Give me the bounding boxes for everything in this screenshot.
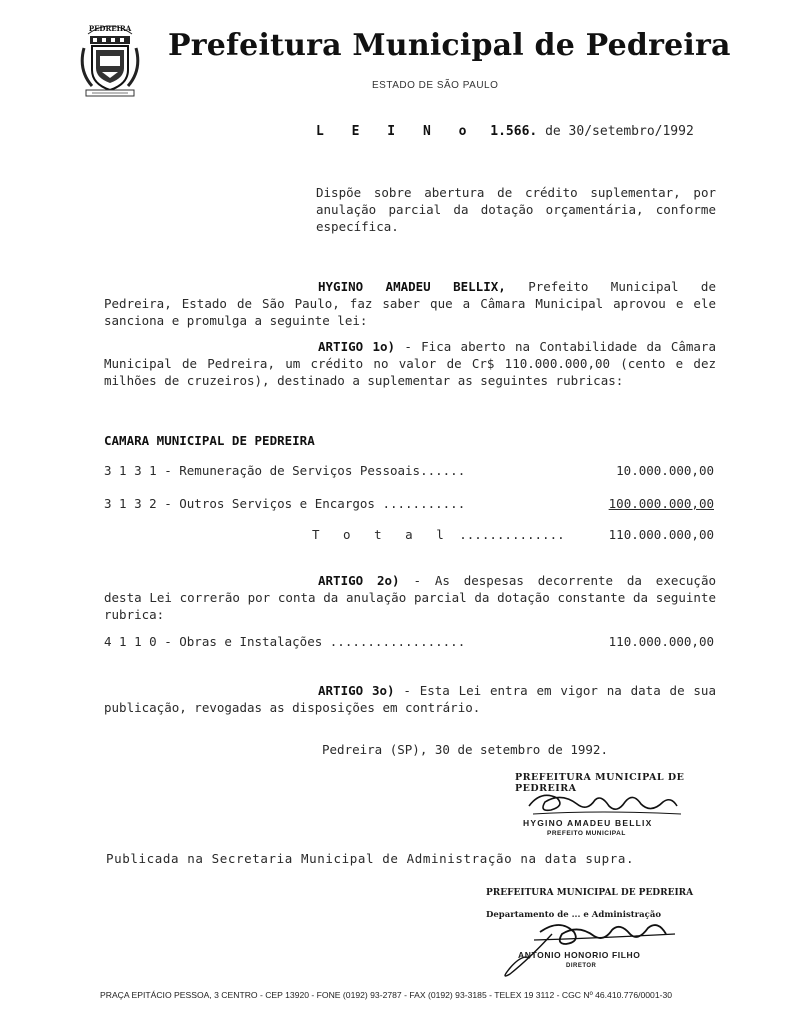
director-department: Departamento de ... e Administração [486, 910, 662, 920]
director-signature-block [470, 888, 700, 983]
intro-text: Prefeito Municipal de Pedreira, Estado de São Paulo, faz saber que a Câmara Municipal aprovou e ele sanciona e promulga a seguinte lei: [104, 279, 716, 328]
director-stamp: PREFEITURA MUNICIPAL DE PEDREIRA [486, 888, 694, 898]
rubric-amount: 10.000.000,00 [616, 463, 714, 478]
rubric-row: 3 1 3 2 - Outros Serviços e Encargos ........... [104, 496, 466, 511]
page-subtitle: ESTADO DE SÃO PAULO [372, 80, 499, 91]
mayor-signature-block [495, 772, 695, 838]
article-2-text: - As despesas decorrente da execução desta Lei correrão por conta da anulação parcial da dotação constante da seguinte rubrica: [104, 573, 716, 622]
svg-text:PEDREIRA: PEDREIRA [88, 24, 132, 33]
law-date: de 30/setembro/1992 [545, 124, 694, 139]
publication-note: Publicada na Secretaria Municipal de Administração na data supra. [106, 851, 635, 866]
rubric-amount: 100.000.000,00 [608, 496, 714, 511]
mayor-signature-name: HYGINO AMADEU BELLIX [523, 818, 653, 828]
director-signature-icon [470, 898, 700, 983]
mayor-name: HYGINO AMADEU BELLIX, [318, 279, 506, 294]
article-3-text: - Esta Lei entra em vigor na data de sua publicação, revogadas as disposições em contrário. [104, 683, 716, 715]
director-role: DIRETOR [566, 963, 597, 969]
total-dots: .............. [451, 527, 565, 542]
article-3 [104, 682, 716, 716]
law-label: L E I N o [316, 124, 477, 139]
director-name: ANTONIO HONORIO FILHO [518, 950, 641, 960]
article-1 [104, 338, 716, 389]
mayor-signature-icon [521, 784, 691, 820]
page-title: Prefeitura Municipal de Pedreira [168, 28, 731, 63]
intro-paragraph [104, 278, 716, 329]
footer-address: PRAÇA EPITÁCIO PESSOA, 3 CENTRO - CEP 13920 - FONE (0192) 93-2787 - FAX (0192) 93-3185 - TELEX 19 3112 - CGC Nº 46.410.776/0001-30 [100, 990, 673, 1000]
law-number: 1.566. [490, 124, 538, 139]
article-1-text: - Fica aberto na Contabilidade da Câmara Municipal de Pedreira, um crédito no valor de Cr$ 110.000.000,00 (cento e dez milhões de cruzeiros), destinado a suplementar as seguintes rubricas: [104, 339, 716, 388]
article-1-label: ARTIGO 1o) [318, 339, 396, 354]
total-label: T o t a l [312, 527, 452, 542]
law-heading [316, 124, 694, 139]
rubric-row: 3 1 3 1 - Remuneração de Serviços Pessoais...... [104, 463, 466, 478]
article-3-label: ARTIGO 3o) [318, 683, 395, 698]
law-summary: Dispõe sobre abertura de crédito suplementar, por anulação parcial da dotação orçamentária, conforme específica. [316, 185, 716, 234]
section-title: CAMARA MUNICIPAL DE PEDREIRA [104, 433, 315, 448]
annulment-row: 4 1 1 0 - Obras e Instalações .................. [104, 634, 466, 649]
municipal-crest-icon [78, 20, 142, 102]
article-2 [104, 572, 716, 623]
total-amount: 110.000.000,00 [608, 527, 714, 542]
annulment-amount: 110.000.000,00 [608, 634, 714, 649]
mayor-stamp: PREFEITURA MUNICIPAL DE PEDREIRA [515, 772, 685, 794]
mayor-signature-role: PREFEITO MUNICIPAL [547, 830, 626, 837]
article-2-label: ARTIGO 2o) [318, 573, 400, 588]
place-date: Pedreira (SP), 30 de setembro de 1992. [322, 742, 608, 757]
